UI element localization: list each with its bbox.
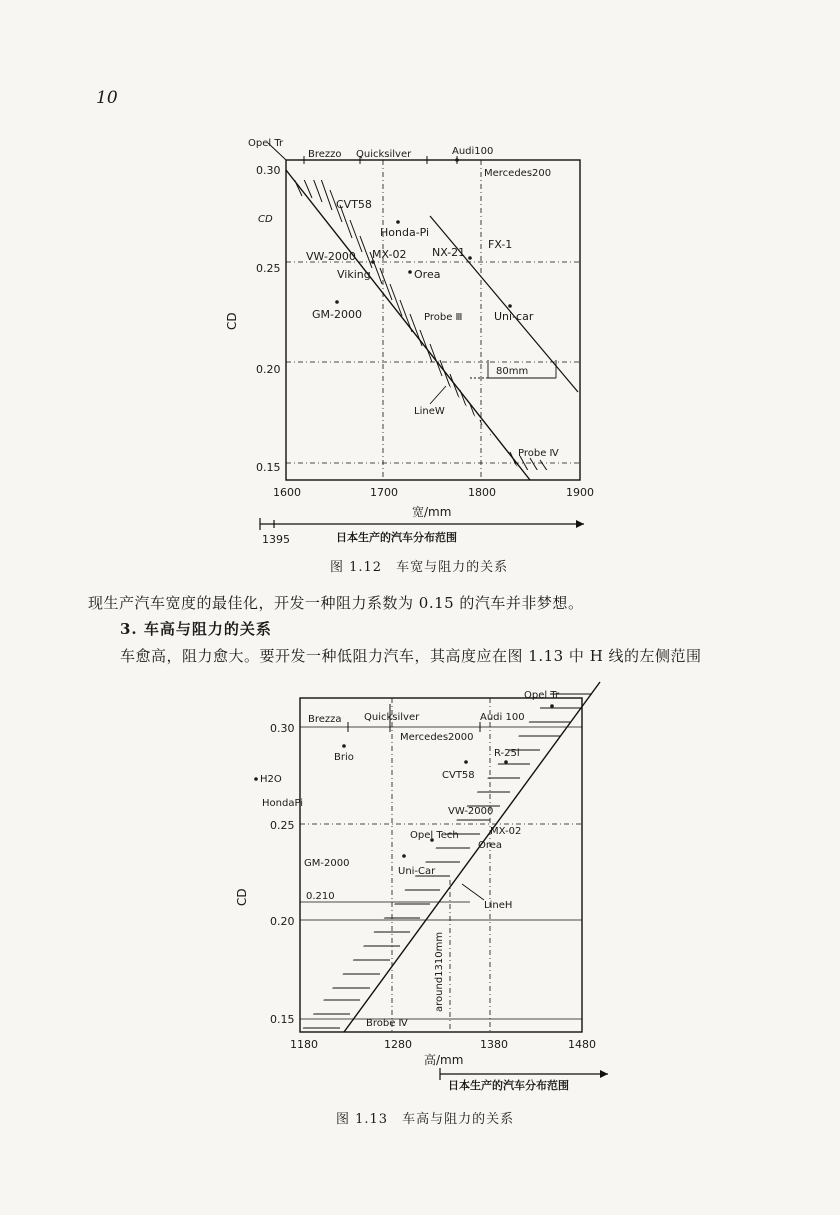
fig2-xtick-1480: 1480 <box>568 1038 596 1051</box>
fig1-label-opel-tr: Opel Tr <box>248 138 284 149</box>
fig1-xtick-1800: 1800 <box>468 486 496 499</box>
fig2-label-uni-car: Uni-Car <box>398 866 436 877</box>
fig2-label-brio: Brio <box>334 752 354 763</box>
fig2-ytick-020: 0.20 <box>270 915 295 928</box>
fig1-label-quicksilver: Quicksilver <box>356 149 412 160</box>
fig2-xtick-1380: 1380 <box>480 1038 508 1051</box>
fig1-ytick-020: 0.20 <box>256 363 281 376</box>
fig2-label-opel-tr: Opel Tr <box>524 690 560 701</box>
fig2-label-hondapi: HondaPi <box>262 798 304 809</box>
fig2-label-orea: Orea <box>478 840 503 851</box>
fig1-label-nx21: NX-21 <box>432 246 466 259</box>
fig1-label-cvt58: CVT58 <box>336 198 372 211</box>
fig1-label-orea: Orea <box>414 268 441 281</box>
page-number: 10 <box>96 88 118 108</box>
fig2-distribution-label: 日本生产的汽车分布范围 <box>448 1079 569 1092</box>
fig2-label-h2o: H2O <box>260 774 282 785</box>
fig2-label-brobe4: Brobe Ⅳ <box>366 1018 408 1029</box>
fig2-xtick-1180: 1180 <box>290 1038 318 1051</box>
fig1-label-mercedes: Mercedes200 <box>484 168 552 179</box>
fig2-label-level: 0.210 <box>306 891 335 902</box>
fig2-label-audi100: Audi 100 <box>480 712 525 723</box>
fig1-label-uni-car: Uni-car <box>494 310 534 323</box>
fig1-label-audi100: Audi100 <box>452 146 494 157</box>
fig2-point-brio <box>342 744 346 748</box>
fig1-label-gm2000: GM-2000 <box>312 308 362 321</box>
fig1-ytick-030: 0.30 <box>256 164 281 177</box>
fig2-label-quicksilver: Quicksilver <box>364 712 420 723</box>
fig1-label-linew: LineW <box>414 406 445 417</box>
fig1-xtick-1700: 1700 <box>370 486 398 499</box>
fig1-label-fx1: FX-1 <box>488 238 513 251</box>
fig2-label-opel-tech: Opel Tech <box>410 830 459 841</box>
figure-1-13-caption: 图 1.13 车高与阻力的关系 <box>336 1112 515 1127</box>
fig2-point-cvt58 <box>464 760 468 764</box>
fig1-label-probe4: Probe Ⅳ <box>518 448 559 459</box>
fig1-label-brezzo: Brezzo <box>308 149 342 160</box>
fig2-label-gm2000: GM-2000 <box>304 858 350 869</box>
fig2-point-r25i <box>504 760 508 764</box>
fig2-label-lineh: LineH <box>484 900 513 911</box>
fig1-distribution-label: 日本生产的汽车分布范围 <box>336 531 457 544</box>
fig2-label-r25i: R-25i <box>494 748 520 759</box>
fig2-label-mx02: MX-02 <box>490 826 522 837</box>
body-text-line-1: 现生产汽车宽度的最佳化，开发一种阻力系数为 0.15 的汽车并非梦想。 <box>88 594 584 612</box>
fig1-label-80mm: 80mm <box>496 366 529 377</box>
fig1-cd-label: CD <box>258 214 273 225</box>
fig2-label-mercedes: Mercedes2000 <box>400 732 474 743</box>
fig2-label-cvt58: CVT58 <box>442 770 475 781</box>
fig1-label-probe3: Probe Ⅲ <box>424 312 463 323</box>
figure-1-12-caption: 图 1.12 车宽与阻力的关系 <box>330 560 509 575</box>
fig1-label-honda-pi: Honda-Pi <box>380 226 430 239</box>
fig1-label-viking: Viking <box>337 268 371 281</box>
fig2-ytick-015: 0.15 <box>270 1013 295 1026</box>
fig2-point-uni-car <box>402 854 406 858</box>
fig1-distribution-start: 1395 <box>262 533 290 546</box>
fig2-point-opel-tr <box>550 704 554 708</box>
fig1-ytick-015: 0.15 <box>256 461 281 474</box>
fig1-label-vw2000: VW-2000 <box>306 250 356 263</box>
fig2-ylabel: CD <box>235 888 249 906</box>
fig1-label-mx02: MX-02 <box>372 248 407 261</box>
fig1-xtick-1600: 1600 <box>273 486 301 499</box>
fig1-xlabel: 宽/mm <box>412 505 452 519</box>
fig1-ylabel: CD <box>225 312 239 330</box>
fig2-label-vw2000: VW-2000 <box>448 806 494 817</box>
fig2-label-around: around1310mm <box>434 931 445 1012</box>
fig2-label-brezza: Brezza <box>308 714 342 725</box>
fig1-xtick-1900: 1900 <box>566 486 594 499</box>
body-text-line-2: 车愈高，阻力愈大。要开发一种低阻力汽车，其高度应在图 1.13 中 H 线的左侧范围 <box>120 647 702 665</box>
fig2-xlabel: 高/mm <box>424 1053 464 1067</box>
fig2-xtick-1280: 1280 <box>384 1038 412 1051</box>
section-heading: 3. 车高与阻力的关系 <box>120 620 272 638</box>
fig2-ytick-030: 0.30 <box>270 722 295 735</box>
fig2-point-h2o <box>254 777 258 781</box>
fig2-ytick-025: 0.25 <box>270 819 295 832</box>
fig1-ytick-025: 0.25 <box>256 262 281 275</box>
